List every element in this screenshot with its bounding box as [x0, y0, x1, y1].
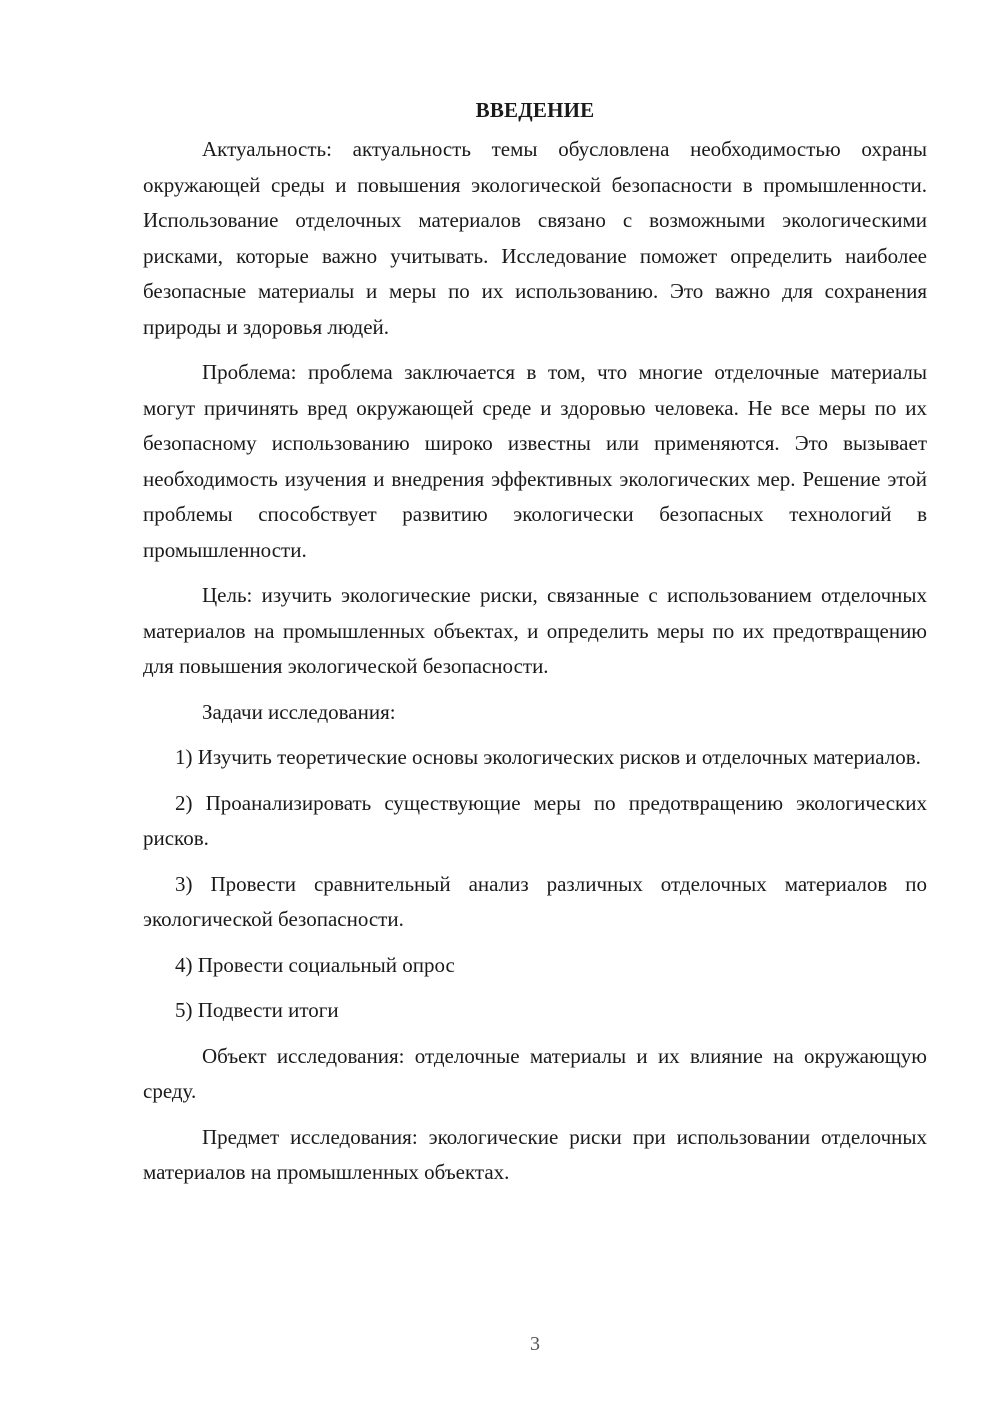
object-paragraph: Объект исследования: отделочные материалы и их влияние на окружающую среду. — [143, 1043, 927, 1103]
problem-paragraph: Проблема: проблема заключается в том, что многие отделочные материалы могут причинять вред окружающей среде и здоровью человека. Не все меры по их безопасному использованию широко известны или применяются. Это вызывает необходимость изучения и внедрения эффективных экологических мер. Решение этой проблемы способствует развитию экологически безопасных технологий в промышленности. — [143, 360, 927, 562]
task-item-3: 3) Провести сравнительный анализ различных отделочных материалов по экологической безопасности. — [143, 871, 927, 931]
page-title: ВВЕДЕНИЕ — [475, 98, 595, 122]
document-page — [143, 92, 927, 1201]
page-number: 3 — [530, 1333, 540, 1355]
task-item-4: 4) Провести социальный опрос — [175, 952, 455, 977]
task-item-2: 2) Проанализировать существующие меры по предотвращению экологических рисков. — [143, 790, 927, 850]
relevance-paragraph: Актуальность: актуальность темы обусловлена необходимостью охраны окружающей среды и повышения экологической безопасности в промышленности. Использование отделочных материалов связано с возможными экологическими рисками, которые важно учитывать. Исследование поможет определить наиболее безопасные материалы и меры по их использованию. Это важно для сохранения природы и здоровья людей. — [143, 137, 927, 339]
task-item-5: 5) Подвести итоги — [175, 998, 339, 1022]
tasks-heading: Задачи исследования: — [202, 699, 396, 724]
goal-paragraph: Цель: изучить экологические риски, связанные с использованием отделочных материалов на промышленных объектах, и определить меры по их предотвращению для повышения экологической безопасности. — [143, 583, 927, 678]
task-item-1: 1) Изучить теоретические основы экологических рисков и отделочных материалов. — [175, 745, 921, 769]
subject-paragraph: Предмет исследования: экологические риски при использовании отделочных материалов на промышленных объектах. — [143, 1124, 927, 1184]
